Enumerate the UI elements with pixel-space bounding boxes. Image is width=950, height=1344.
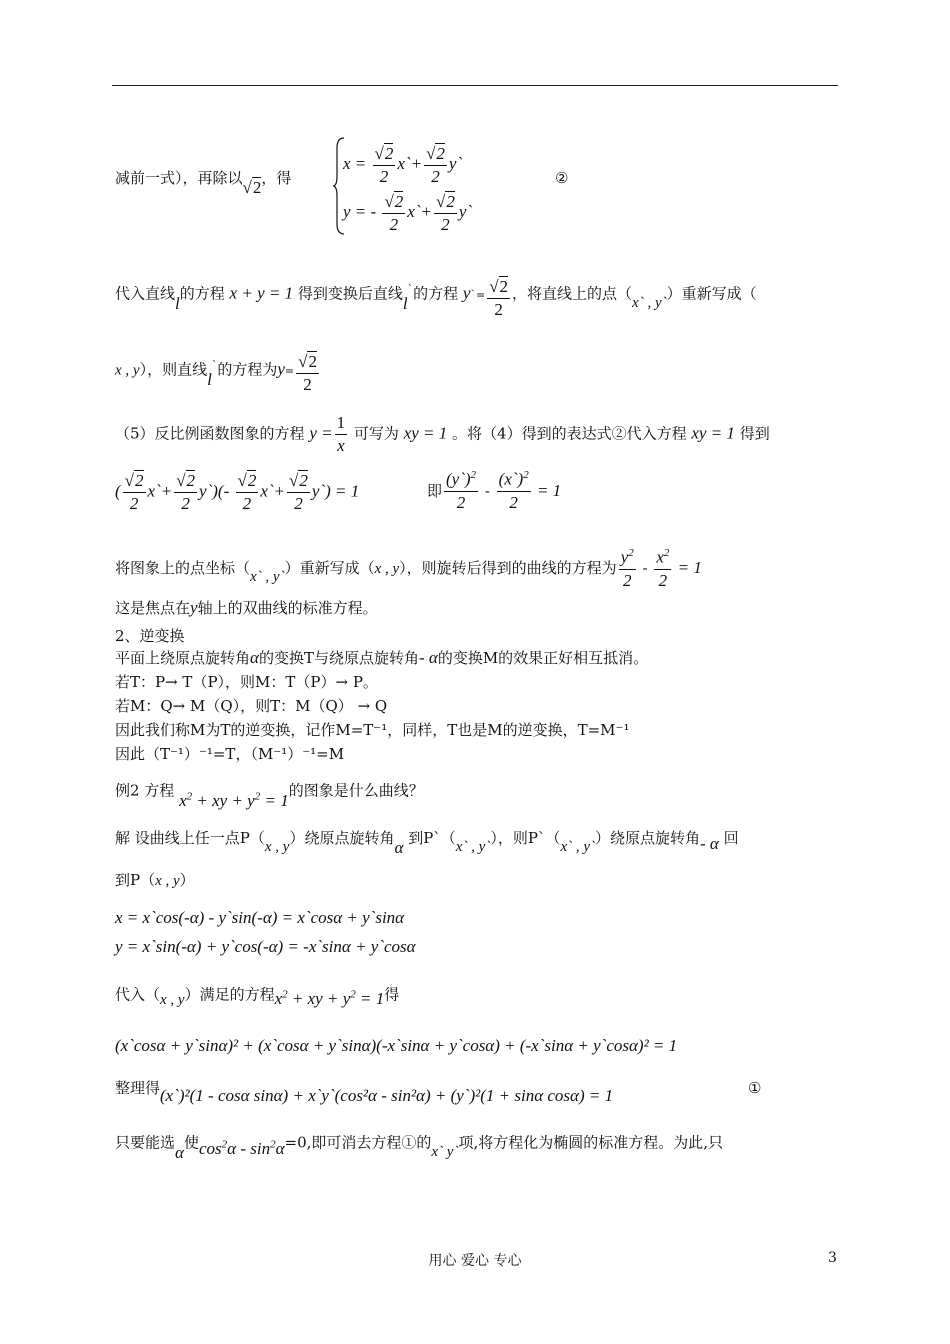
text-line: x , y），则直线l`的方程为y= $\frac{√2}{2}$ [115,352,317,394]
frac: $\frac{√2}{2}$ [435,191,455,234]
text-line: 例2 方程 $x^2$ + xy + $y^2 = 1$的图象是什么曲线？ [115,781,424,810]
header-rule [112,85,838,86]
equation: y = x`sin(-α) + y`cos(-α) = -x`sinα + y`cosα [115,937,416,956]
math-sqrt2: √2 [242,178,262,197]
frac: $\frac{√2}{2}$ [374,143,394,186]
section-heading: 2、逆变换 [115,627,185,645]
text: ，得 [261,169,292,187]
text-line: 将图象上的点坐标（x` , y`）重新写成（x , y），则旋转后得到的曲线的方程为 $\frac{y^2}{2}$ - $\frac{x^2}{2}$ = 1 [115,546,702,592]
equation: (x`cosα + y`sinα)² + (x`cosα + y`sinα)(-x`sinα + y`cosα) + (-x`sinα + y`cosα)² = 1 [115,1036,678,1055]
text: 减前一式），再除以 [115,169,243,187]
text-line: 代入直线l的方程 x + y = 1 得到变换后直线l`的方程 y`= $\frac{√2}{2}$ ，将直线上的点（x` , y`）重新写成（ [115,277,757,319]
text-line: 整理得(x`)²(1 - cosα sinα) + x`y`(cos²α - sin²α) + (y`)²(1 + sinα cosα) = 1 [115,1079,614,1105]
circled-number: ② [555,169,569,187]
text-line: （5）反比例函数图象的方程 y = $\frac{1}{x}$ 可写为 xy = 1 。将（4）得到的表达式②代入方程 xy = 1 得到 [115,413,770,455]
text-line: 若M：Q→ M（Q），则T：M（Q） → Q [115,697,388,715]
frac: $\frac{√2}{2}$ [384,191,404,234]
frac: $\frac{√2}{2}$ [426,143,445,186]
system-eq-2: y = - $\frac{√2}{2}$ x`+ $\frac{√2}{2}$ y` [343,191,473,234]
text-line: 因此我们称M为T的逆变换，记作M=T⁻¹，同样，T也是M的逆变换，T=M⁻¹ [115,721,630,739]
text-line: 解 设曲线上任一点P（x , y）绕原点旋转角α 到P`（x` , y`），则P`（x` , y`）绕原点旋转角- α 回 [115,829,739,857]
text-line: 代入（x , y）满足的方程$x^2$ + xy + $y^2 = 1$得 [115,985,400,1008]
math-substitution: ( $\frac{√2}{2}$ x`+ $\frac{√2}{2}$ y`)(- $\frac{√2}{2}$ x`+ $\frac{√2}{2}$ y`) = 1 [115,471,360,513]
text-line [115,168,292,197]
text-line: 这是焦点在y轴上的双曲线的标准方程。 [115,598,378,617]
system-eq-1: x = $\frac{√2}{2}$ x`+ $\frac{√2}{2}$ y` [343,143,463,186]
text-line: 到P（x , y） [115,871,195,889]
footer-slogan: 用心 爱心 专心 [428,1253,522,1269]
radicand: 2 [252,178,262,197]
text-line: 即 $\frac{(y`)^2}{2}$ - $\frac{(x`)^2}{2}$ = 1 [427,470,561,514]
equation: x = x`cos(-α) - y`sin(-α) = x`cosα + y`sinα [115,908,405,927]
text-line: 只要能选α使$\cos^2\alpha - \sin^2\alpha=0$,即可消去方程①的x` y`项,将方程化为椭圆的标准方程。为此,只 [115,1133,724,1162]
circled-number: ① [748,1079,762,1097]
text-line: 若T：P→ T（P），则M：T（P）→ P。 [115,673,378,691]
text-line: 平面上绕原点旋转角α的变换T与绕原点旋转角- α的变换M的效果正好相互抵消。 [115,648,649,667]
text-line: 因此（T⁻¹）⁻¹=T，（M⁻¹）⁻¹=M [115,745,345,763]
page-number: 3 [828,1250,837,1266]
